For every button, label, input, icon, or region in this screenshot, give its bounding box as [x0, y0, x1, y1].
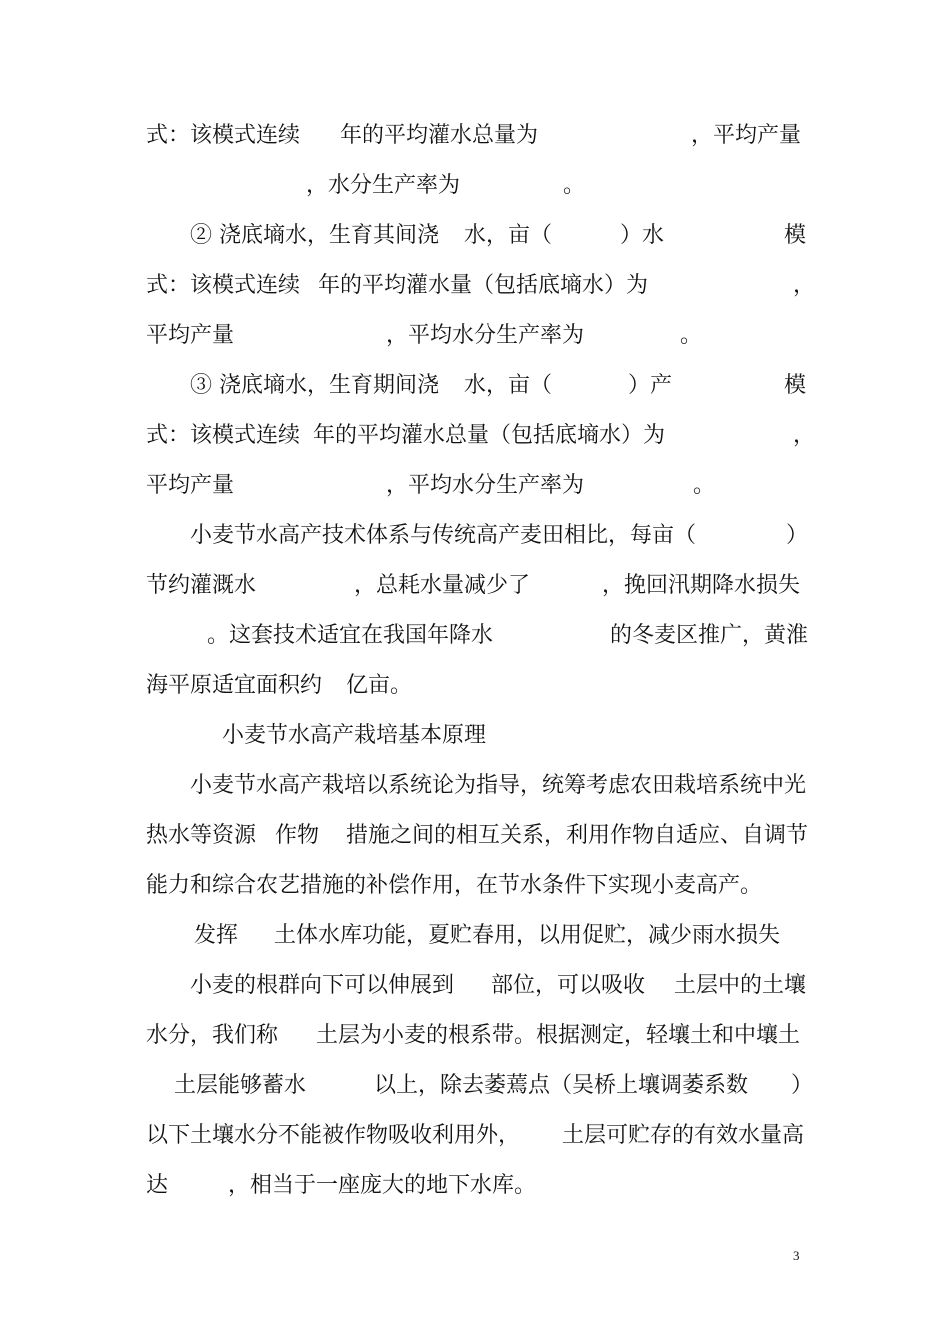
text-segment: 土层中的土壤 — [674, 973, 807, 998]
text-segment: 模 — [784, 373, 807, 398]
text-segment: 小麦的根群向下可以伸展到 — [190, 973, 455, 998]
text-segment: 亿亩。 — [346, 673, 413, 698]
text-segment: ，水分生产率为 — [306, 173, 461, 198]
text-segment: 的冬麦区推广，黄淮 — [610, 623, 809, 648]
text-segment: 式：该模式连续 — [146, 273, 301, 298]
text-segment: 以上，除去萎蔫点（吴桥上壤调萎系数 — [374, 1073, 749, 1098]
text-segment: 年的平均灌水量（包括底墒水）为 — [318, 273, 649, 298]
section-heading: 小麦节水高产栽培基本原理 — [222, 723, 487, 748]
text-segment: ）水 — [620, 223, 665, 248]
text-segment: 措施之间的相互关系，利用作物自适应、自调节 — [346, 823, 809, 848]
text-segment: 水分，我们称 — [146, 1023, 279, 1048]
text-segment: 模 — [784, 223, 807, 248]
text-segment: 以下土壤水分不能被作物吸收利用外， — [146, 1123, 521, 1148]
text-segment: 年的平均灌水总量（包括底墒水）为 — [313, 423, 666, 448]
text-segment: ） — [786, 523, 809, 548]
text-segment: ，总耗水量减少了 — [354, 573, 531, 598]
text-segment: ）产 — [628, 373, 673, 398]
page-number: 3 — [793, 1248, 800, 1263]
text-segment: 平均产量 — [146, 473, 235, 498]
text-segment: 土体水库功能，夏贮春用，以用促贮，减少雨水损失 — [274, 923, 781, 948]
text-segment: ） — [791, 1073, 814, 1098]
text-segment: 式：该模式连续 — [146, 123, 301, 148]
text-segment: 。这套技术适宜在我国年降水 — [207, 623, 494, 648]
text-segment: 土层可贮存的有效水量高 — [562, 1123, 805, 1148]
text-segment: 水，亩（ — [464, 373, 553, 398]
text-segment: 海平原适宜面积约 — [146, 673, 323, 698]
text-segment: ， — [793, 273, 816, 298]
text-segment: 年的平均灌水总量为 — [340, 123, 539, 148]
text-segment: ，平均水分生产率为 — [386, 473, 585, 498]
text-segment: 。 — [693, 473, 716, 498]
text-segment: ② 浇底墒水，生育其间浇 — [190, 223, 439, 248]
text-segment: ， — [793, 423, 816, 448]
text-segment: ③ 浇底墒水，生育期间浇 — [190, 373, 439, 398]
text-segment: 土层为小麦的根系带。根据测定，轻壤土和中壤土 — [316, 1023, 801, 1048]
text-segment: ，相当于一座庞大的地下水库。 — [228, 1173, 537, 1198]
text-segment: 作物 — [275, 823, 320, 848]
text-segment: 。 — [680, 323, 703, 348]
text-segment: ，挽回汛期降水损失 — [602, 573, 801, 598]
text-segment: 节约灌溉水 — [146, 573, 257, 598]
text-segment: 土层能够蓄水 — [174, 1073, 307, 1098]
text-segment: 发挥 — [194, 923, 239, 948]
text-segment: 能力和综合农艺措施的补偿作用，在节水条件下实现小麦高产。 — [146, 873, 763, 898]
text-segment: 水，亩（ — [464, 223, 553, 248]
text-segment: 达 — [146, 1173, 169, 1198]
text-segment: 部位，可以吸收 — [491, 973, 646, 998]
text-segment: 热水等资源 — [146, 823, 257, 848]
text-segment: 小麦节水高产技术体系与传统高产麦田相比，每亩（ — [190, 523, 697, 548]
text-segment: 小麦节水高产栽培以系统论为指导，统筹考虑农田栽培系统中光 — [190, 773, 807, 798]
text-segment: 平均产量 — [146, 323, 235, 348]
text-segment: 式：该模式连续 — [146, 423, 301, 448]
text-segment: 。 — [563, 173, 586, 198]
text-segment: ，平均水分生产率为 — [386, 323, 585, 348]
text-segment: ，平均产量 — [691, 123, 802, 148]
